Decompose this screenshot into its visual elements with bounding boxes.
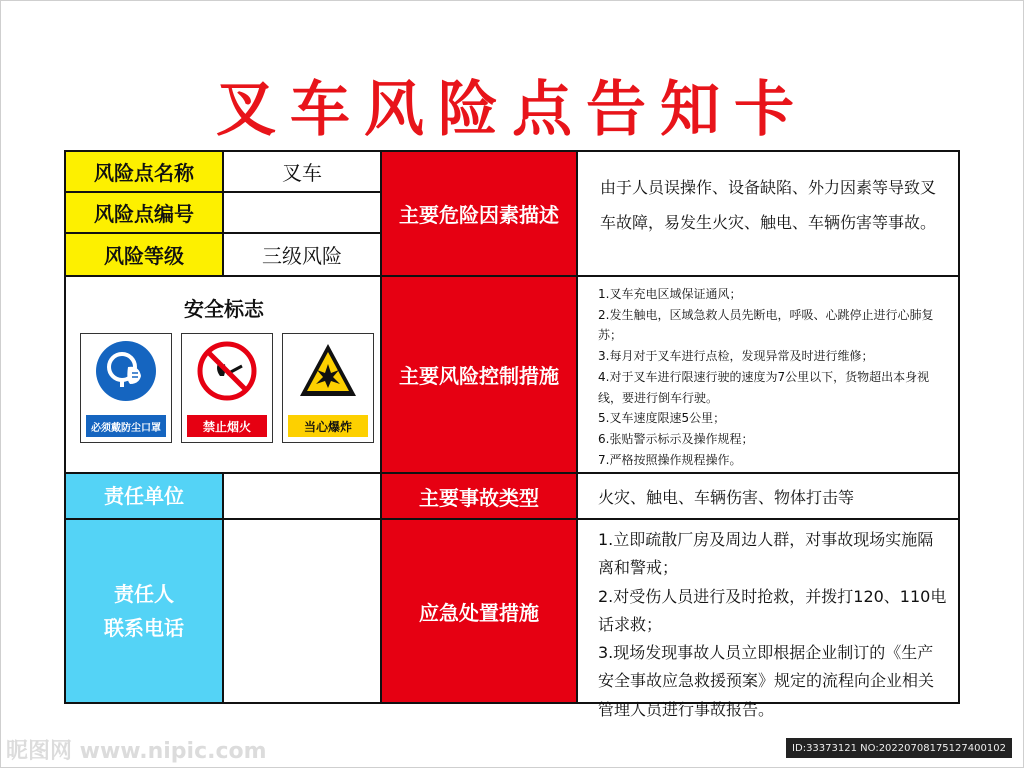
risk-number-label: 风险点编号: [64, 191, 224, 234]
no-fire-icon: [196, 340, 258, 402]
explosion-warning-icon: [297, 340, 359, 402]
accident-types-label: 主要事故类型: [380, 472, 578, 520]
hazards-label: 主要危险因素描述: [380, 150, 578, 277]
emergency-item: 3.现场发现事故人员立即根据企业制订的《生产安全事故应急救援预案》规定的流程向企业相关管理人员进行事故报告。: [598, 643, 935, 719]
responsible-person-line: 责任人: [114, 582, 174, 606]
sign-dust-mask: [80, 333, 172, 443]
contact-phone-line: 联系电话: [104, 616, 184, 640]
responsible-unit-value: [222, 472, 382, 520]
responsible-person-value: [222, 518, 382, 704]
page-title: 叉车风险点告知卡: [216, 75, 808, 145]
sign-label-dust-mask: 必须戴防尘口罩: [86, 415, 166, 437]
sign-label-explosion: 当心爆炸: [288, 415, 368, 437]
sign-explosion-warning: [282, 333, 374, 443]
controls-item: 5.叉车速度限速5公里；: [598, 411, 726, 426]
watermark-left: 昵图网 www.nipic.com: [6, 739, 267, 764]
dust-mask-icon: [95, 340, 157, 402]
controls-item: 4.对于叉车进行限速行驶的速度为7公里以下，货物超出本身视线，要进行倒车行驶。: [598, 369, 930, 405]
controls-item: 7.严格按照操作规程操作。: [598, 452, 742, 467]
risk-name-value: 叉车: [222, 150, 382, 193]
controls-label: 主要风险控制措施: [380, 275, 578, 474]
responsible-unit-label: 责任单位: [64, 472, 224, 520]
responsible-person-label: [64, 518, 224, 704]
safety-signs-title: 安全标志: [184, 297, 264, 321]
controls-item: 2.发生触电，区域急救人员先断电，呼吸、心跳停止进行心肺复苏；: [598, 307, 934, 343]
controls-item: 6.张贴警示标示及操作规程；: [598, 431, 754, 446]
risk-name-label: 风险点名称: [64, 150, 224, 193]
risk-level-value: 三级风险: [222, 232, 382, 277]
controls-item: 3.每月对于叉车进行点检，发现异常及时进行维修；: [598, 349, 874, 364]
emergency-label: 应急处置措施: [380, 518, 578, 704]
hazards-text: 由于人员误操作、设备缺陷、外力因素等导致叉车故障，易发生火灾、触电、车辆伤害等事故。: [576, 150, 960, 277]
sign-label-no-fire: 禁止烟火: [187, 415, 267, 437]
risk-level-label: 风险等级: [64, 232, 224, 277]
emergency-list: [576, 518, 960, 719]
safety-signs-panel: [64, 275, 382, 474]
sign-no-fire: [181, 333, 273, 443]
watermark-id: ID:33373121 NO:20220708175127400102: [786, 738, 1012, 758]
emergency-item: 1.立即疏散厂房及周边人群，对事故现场实施隔离和警戒；: [598, 530, 934, 578]
accident-types-text: 火灾、触电、车辆伤害、物体打击等: [576, 472, 960, 520]
controls-item: 1.叉车充电区域保证通风；: [598, 287, 742, 301]
emergency-item: 2.对受伤人员进行及时抢救，并拨打120、110电话求救；: [598, 586, 947, 634]
risk-number-value: [222, 191, 382, 234]
controls-list: [576, 275, 960, 474]
